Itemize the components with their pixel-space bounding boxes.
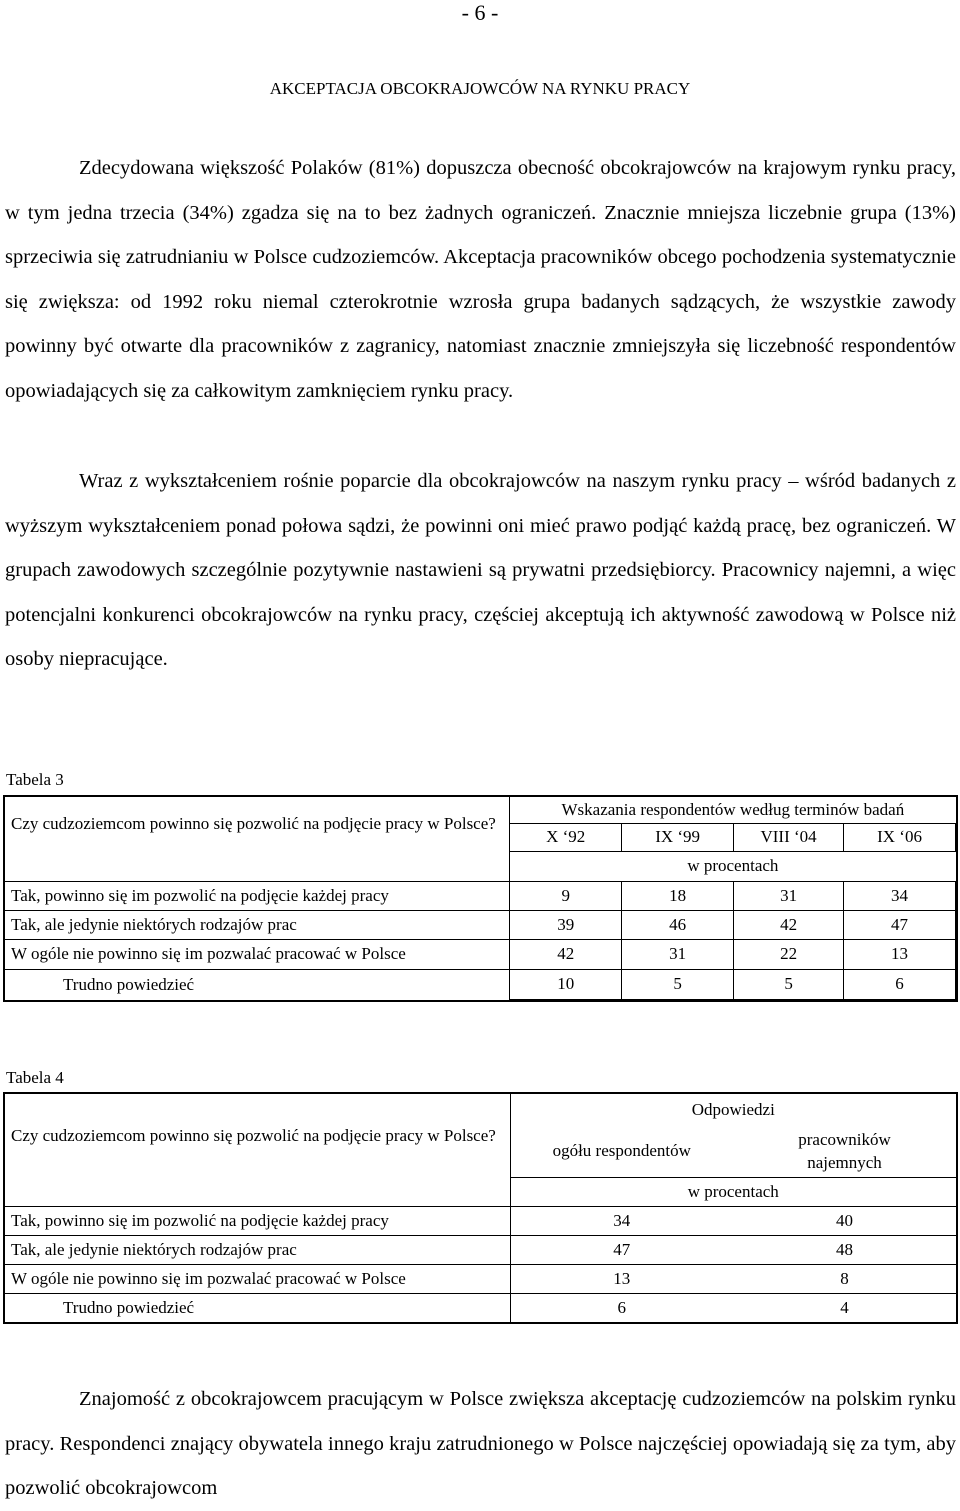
cell: 40 [733,1206,956,1235]
table-row [5,910,956,939]
cell: 13 [510,1264,733,1293]
paragraph: Wraz z wykształceniem rośnie poparcie dla obcokrajowców na naszym rynku pracy – wśród badanych z wyższym wykształceniem ponad połowa sądzi, że powinni oni mieć prawo podjąć każdą pracę, bez ograniczeń. W grupach zawodowych szczególnie pozytywnie nastawieni są prywatni przedsiębiorcy. Pracownicy najemni, a więc potencjalni konkurenci obcokrajowców na rynku pracy, częściej akceptują ich aktywność zawodową w Polsce niż osoby niepracujące. [5,470,956,671]
cell: 34 [844,881,956,910]
cell: 18 [622,881,734,910]
unit-label: w procentach [510,852,956,881]
table-row [5,881,956,910]
cell: 39 [510,910,622,939]
column-header: ogółu respondentów [510,1125,733,1177]
cell: 42 [734,910,844,939]
cell: 6 [510,1293,733,1322]
page-number: - 6 - [461,0,499,25]
row-label: Trudno powiedzieć [5,1293,510,1322]
column-header: X ‘92 [510,823,622,851]
cell: 13 [844,940,956,969]
table-row [5,1206,956,1235]
cell: 47 [844,910,956,939]
table-row [5,969,956,999]
group-header: Odpowiedzi [510,1094,956,1125]
cell: 6 [844,969,956,999]
section-title: AKCEPTACJA OBCOKRAJOWCÓW NA RYNKU PRACY [269,79,691,98]
table-3 [5,797,956,1000]
table-4 [5,1094,956,1322]
table-caption: Tabela 4 [6,1068,64,1087]
cell: 9 [510,881,622,910]
table-row [5,1264,956,1293]
column-header: VIII ‘04 [734,823,844,851]
column-header: pracowników najemnych [798,1129,891,1172]
question-header: Czy cudzoziemcom powinno się pozwolić na podjęcie pracy w Polsce? [11,814,496,834]
row-label: Tak, powinno się im pozwolić na podjęcie każdej pracy [5,1206,510,1235]
table-caption: Tabela 3 [6,770,64,789]
table-row [5,940,956,969]
cell: 42 [510,940,622,969]
row-label: W ogóle nie powinno się im pozwalać pracować w Polsce [5,940,510,969]
row-label: W ogóle nie powinno się im pozwalać pracować w Polsce [5,1264,510,1293]
paragraph: Zdecydowana większość Polaków (81%) dopuszcza obecność obcokrajowców na krajowym rynku pracy, w tym jedna trzecia (34%) zgadza się na to bez żadnych ograniczeń. Znacznie mniejsza liczebnie grupa (13%) sprzeciwia się zatrudnianiu w Polsce cudzoziemców. Akceptacja pracowników obcego pochodzenia systematycznie się zwiększa: od 1992 roku niemal czterokrotnie wzrosła grupa badanych sądzących, że wszystkie zawody powinny być otwarte dla pracowników z zagranicy, natomiast znacznie zmniejszyła się liczebność respondentów opowiadających się za całkowitym zamknięciem rynku pracy. [5,157,956,402]
row-label: Tak, ale jedynie niektórych rodzajów prac [5,910,510,939]
row-label: Tak, ale jedynie niektórych rodzajów prac [5,1235,510,1264]
table-row [5,1293,956,1322]
cell: 34 [510,1206,733,1235]
column-header: IX ‘06 [844,823,956,851]
cell: 31 [734,881,844,910]
table-row [5,1235,956,1264]
cell: 4 [733,1293,956,1322]
paragraph: Znajomość z obcokrajowcem pracującym w Polsce zwiększa akceptację cudzoziemców na polskim rynku pracy. Respondenci znający obywatela innego kraju zatrudnionego w Polsce najczęściej opowiadają się za tym, aby pozwolić obcokrajowcom [5,1388,956,1500]
cell: 8 [733,1264,956,1293]
cell: 48 [733,1235,956,1264]
row-label: Trudno powiedzieć [5,969,510,999]
cell: 5 [622,969,734,999]
cell: 22 [734,940,844,969]
unit-label: w procentach [510,1177,956,1206]
cell: 47 [510,1235,733,1264]
cell: 5 [734,969,844,999]
column-header: IX ‘99 [622,823,734,851]
question-header: Czy cudzoziemcom powinno się pozwolić na podjęcie pracy w Polsce? [11,1125,496,1145]
group-header: Wskazania respondentów według terminów badań [510,797,956,823]
cell: 46 [622,910,734,939]
cell: 31 [622,940,734,969]
row-label: Tak, powinno się im pozwolić na podjęcie każdej pracy [5,881,510,910]
cell: 10 [510,969,622,999]
